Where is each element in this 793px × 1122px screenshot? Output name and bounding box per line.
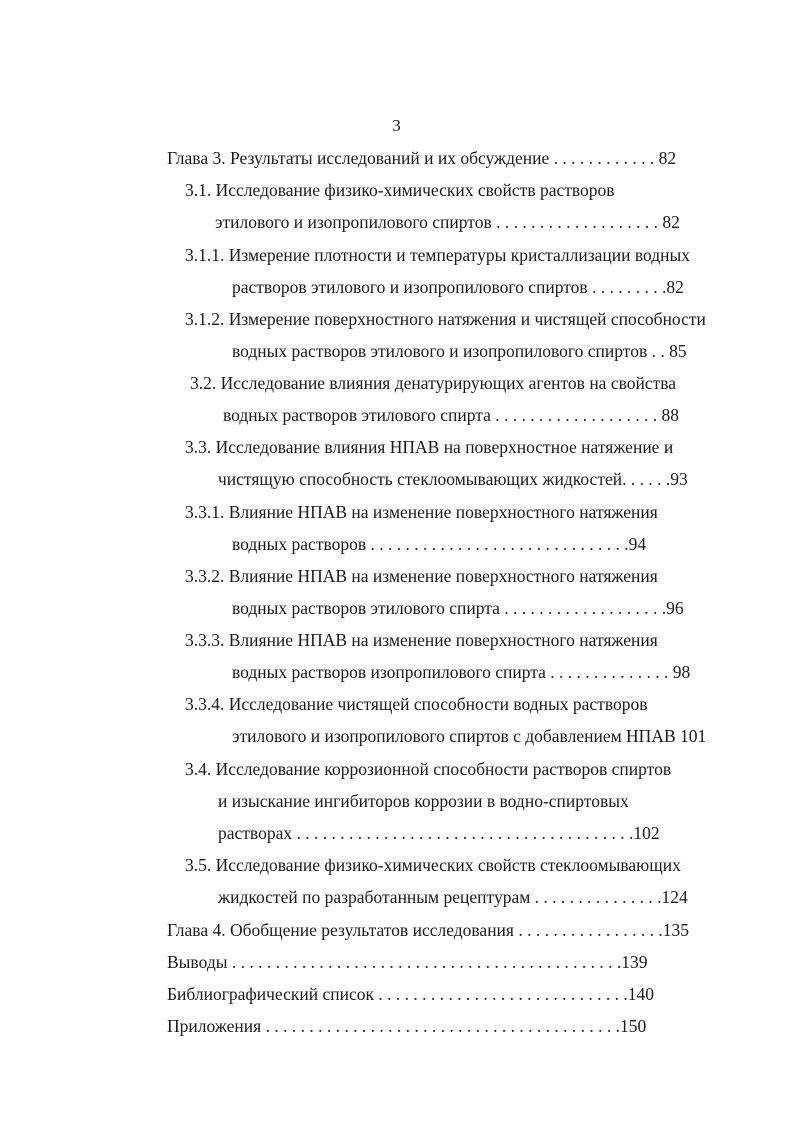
toc-3-3-1-line-1: 3.3.1. Влияние НПАВ на изменение поверхностного натяжения bbox=[185, 502, 658, 522]
toc-3-4-line-2: и изыскание ингибиторов коррозии в водно-спиртовых bbox=[218, 791, 629, 811]
toc-3-3-1-line-2: водных растворов . . . . . . . . . . . . . . . . . . . . . . . . . . . . . .94 bbox=[232, 534, 647, 554]
toc-chapter-4: Глава 4. Обобщение результатов исследования . . . . . . . . . . . . . . . . .135 bbox=[167, 920, 689, 940]
toc-3-3-2-line-2: водных растворов этилового спирта . . . . . . . . . . . . . . . . . . .96 bbox=[232, 598, 684, 618]
toc-3-1-2-line-2: водных растворов этилового и изопропилового спиртов . . 85 bbox=[232, 341, 687, 361]
toc-3-3-4-line-2: этилового и изопропилового спиртов с добавлением НПАВ 101 bbox=[232, 726, 707, 746]
toc-conclusions: Выводы . . . . . . . . . . . . . . . . . . . . . . . . . . . . . . . . . . . . . . . . . . . . .139 bbox=[167, 952, 648, 972]
toc-3-1-2-line-1: 3.1.2. Измерение поверхностного натяжения и чистящей способности bbox=[185, 309, 706, 329]
toc-3-3-2-line-1: 3.3.2. Влияние НПАВ на изменение поверхностного натяжения bbox=[185, 566, 658, 586]
toc-3-4-line-3: растворах . . . . . . . . . . . . . . . . . . . . . . . . . . . . . . . . . . . . . . .102 bbox=[218, 823, 660, 843]
toc-3-1-line-1: 3.1. Исследование физико-химических свойств растворов bbox=[185, 180, 615, 200]
toc-3-5-line-2: жидкостей по разработанным рецептурам . . . . . . . . . . . . . . .124 bbox=[218, 887, 688, 907]
toc-3-2-line-2: водных растворов этилового спирта . . . . . . . . . . . . . . . . . . . 88 bbox=[223, 405, 680, 425]
toc-3-3-3-line-2: водных растворов изопропилового спирта . . . . . . . . . . . . . . 98 bbox=[232, 662, 691, 682]
toc-3-4-line-1: 3.4. Исследование коррозионной способности растворов спиртов bbox=[185, 759, 672, 779]
toc-appendices: Приложения . . . . . . . . . . . . . . . . . . . . . . . . . . . . . . . . . . . . . . . . .150 bbox=[167, 1016, 647, 1036]
toc-3-1-1-line-1: 3.1.1. Измерение плотности и температуры кристаллизации водных bbox=[185, 245, 691, 265]
toc-3-3-3-line-1: 3.3.3. Влияние НПАВ на изменение поверхностного натяжения bbox=[185, 630, 658, 650]
toc-3-1-1-line-2: растворов этилового и изопропилового спиртов . . . . . . . . .82 bbox=[232, 277, 684, 297]
toc-3-5-line-1: 3.5. Исследование физико-химических свойств стеклоомывающих bbox=[185, 855, 681, 875]
toc-3-3-line-2: чистящую способность стеклоомывающих жидкостей. . . . . .93 bbox=[218, 469, 688, 489]
toc-3-1-line-2: этилового и изопропилового спиртов . . . . . . . . . . . . . . . . . . . 82 bbox=[215, 212, 680, 232]
toc-chapter-3: Глава 3. Результаты исследований и их обсуждение . . . . . . . . . . . . 82 bbox=[167, 148, 677, 168]
toc-bibliography: Библиографический список . . . . . . . . . . . . . . . . . . . . . . . . . . . . .140 bbox=[167, 984, 655, 1004]
toc-3-3-4-line-1: 3.3.4. Исследование чистящей способности водных растворов bbox=[185, 694, 648, 714]
page-number: 3 bbox=[392, 116, 401, 135]
toc-3-3-line-1: 3.3. Исследование влияния НПАВ на поверхностное натяжение и bbox=[185, 437, 674, 457]
toc-3-2-line-1: 3.2. Исследование влияния денатурирующих агентов на свойства bbox=[190, 373, 677, 393]
